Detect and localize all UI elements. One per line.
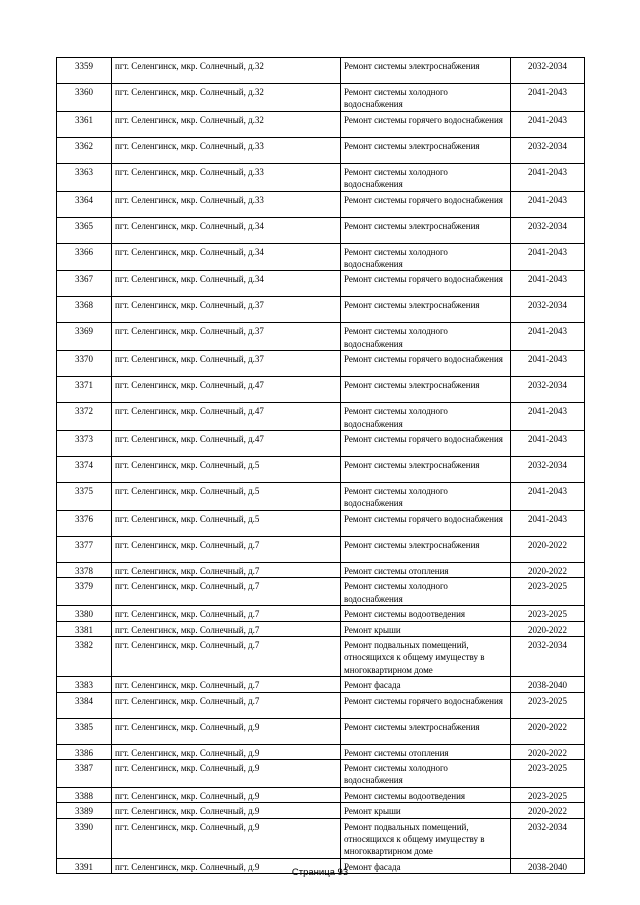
table-row bbox=[57, 787, 585, 802]
address-cell: пгт. Селенгинск, мкр. Солнечный, д.33 bbox=[112, 163, 341, 191]
row-number: 3378 bbox=[57, 562, 112, 577]
row-number: 3386 bbox=[57, 744, 112, 759]
table-row bbox=[57, 297, 585, 323]
address-cell: пгт. Селенгинск, мкр. Солнечный, д.34 bbox=[112, 271, 341, 297]
period-cell: 2023-2025 bbox=[511, 692, 585, 718]
address-cell: пгт. Селенгинск, мкр. Солнечный, д.33 bbox=[112, 137, 341, 163]
table-row bbox=[57, 403, 585, 431]
work-type-cell: Ремонт фасада bbox=[341, 677, 511, 692]
address-cell: пгт. Селенгинск, мкр. Солнечный, д.32 bbox=[112, 58, 341, 84]
address-cell: пгт. Селенгинск, мкр. Солнечный, д.7 bbox=[112, 578, 341, 606]
work-type-cell: Ремонт системы электроснабжения bbox=[341, 297, 511, 323]
table-row bbox=[57, 510, 585, 536]
address-cell: пгт. Селенгинск, мкр. Солнечный, д.32 bbox=[112, 111, 341, 137]
period-cell: 2041-2043 bbox=[511, 191, 585, 217]
work-type-cell: Ремонт системы горячего водоснабжения bbox=[341, 692, 511, 718]
work-type-cell: Ремонт системы электроснабжения bbox=[341, 217, 511, 243]
work-type-cell: Ремонт системы горячего водоснабжения bbox=[341, 111, 511, 137]
address-cell: пгт. Селенгинск, мкр. Солнечный, д.5 bbox=[112, 457, 341, 483]
period-cell: 2041-2043 bbox=[511, 84, 585, 112]
work-type-cell: Ремонт системы электроснабжения bbox=[341, 137, 511, 163]
address-cell: пгт. Селенгинск, мкр. Солнечный, д.34 bbox=[112, 217, 341, 243]
period-cell: 2023-2025 bbox=[511, 787, 585, 802]
period-cell: 2020-2022 bbox=[511, 718, 585, 744]
table-row bbox=[57, 191, 585, 217]
address-cell: пгт. Селенгинск, мкр. Солнечный, д.37 bbox=[112, 351, 341, 377]
table-row bbox=[57, 137, 585, 163]
work-type-cell: Ремонт системы горячего водоснабжения bbox=[341, 271, 511, 297]
period-cell: 2023-2025 bbox=[511, 606, 585, 621]
row-number: 3377 bbox=[57, 536, 112, 562]
work-type-cell: Ремонт системы электроснабжения bbox=[341, 58, 511, 84]
table-row bbox=[57, 536, 585, 562]
row-number: 3389 bbox=[57, 803, 112, 818]
work-type-cell: Ремонт системы холодного водоснабжения bbox=[341, 163, 511, 191]
address-cell: пгт. Селенгинск, мкр. Солнечный, д.47 bbox=[112, 431, 341, 457]
period-cell: 2020-2022 bbox=[511, 744, 585, 759]
period-cell: 2020-2022 bbox=[511, 803, 585, 818]
table-row bbox=[57, 606, 585, 621]
address-cell: пгт. Селенгинск, мкр. Солнечный, д.7 bbox=[112, 677, 341, 692]
table-body bbox=[57, 58, 585, 874]
work-type-cell: Ремонт системы горячего водоснабжения bbox=[341, 191, 511, 217]
work-type-cell: Ремонт системы горячего водоснабжения bbox=[341, 351, 511, 377]
work-type-cell: Ремонт системы водоотведения bbox=[341, 787, 511, 802]
row-number: 3373 bbox=[57, 431, 112, 457]
period-cell: 2032-2034 bbox=[511, 58, 585, 84]
address-cell: пгт. Селенгинск, мкр. Солнечный, д.7 bbox=[112, 621, 341, 636]
work-type-cell: Ремонт системы холодного водоснабжения bbox=[341, 403, 511, 431]
row-number: 3382 bbox=[57, 636, 112, 676]
table-row bbox=[57, 217, 585, 243]
row-number: 3369 bbox=[57, 323, 112, 351]
table-row bbox=[57, 636, 585, 676]
work-type-cell: Ремонт системы электроснабжения bbox=[341, 457, 511, 483]
work-type-cell: Ремонт подвальных помещений, относящихся к общему имуществу в многоквартирном доме bbox=[341, 818, 511, 858]
period-cell: 2041-2043 bbox=[511, 351, 585, 377]
address-cell: пгт. Селенгинск, мкр. Солнечный, д.47 bbox=[112, 377, 341, 403]
work-type-cell: Ремонт системы горячего водоснабжения bbox=[341, 510, 511, 536]
table-row bbox=[57, 818, 585, 858]
table-row bbox=[57, 483, 585, 511]
row-number: 3380 bbox=[57, 606, 112, 621]
row-number: 3361 bbox=[57, 111, 112, 137]
table-row bbox=[57, 271, 585, 297]
period-cell: 2032-2034 bbox=[511, 457, 585, 483]
row-number: 3364 bbox=[57, 191, 112, 217]
table-row bbox=[57, 111, 585, 137]
period-cell: 2020-2022 bbox=[511, 621, 585, 636]
work-type-cell: Ремонт системы холодного водоснабжения bbox=[341, 323, 511, 351]
row-number: 3374 bbox=[57, 457, 112, 483]
row-number: 3376 bbox=[57, 510, 112, 536]
row-number: 3370 bbox=[57, 351, 112, 377]
address-cell: пгт. Селенгинск, мкр. Солнечный, д.37 bbox=[112, 297, 341, 323]
row-number: 3363 bbox=[57, 163, 112, 191]
row-number: 3371 bbox=[57, 377, 112, 403]
address-cell: пгт. Селенгинск, мкр. Солнечный, д.9 bbox=[112, 858, 341, 873]
address-cell: пгт. Селенгинск, мкр. Солнечный, д.33 bbox=[112, 191, 341, 217]
work-type-cell: Ремонт системы холодного водоснабжения bbox=[341, 483, 511, 511]
address-cell: пгт. Селенгинск, мкр. Солнечный, д.9 bbox=[112, 759, 341, 787]
work-type-cell: Ремонт фасада bbox=[341, 858, 511, 873]
work-type-cell: Ремонт системы электроснабжения bbox=[341, 718, 511, 744]
work-type-cell: Ремонт системы холодного водоснабжения bbox=[341, 578, 511, 606]
period-cell: 2032-2034 bbox=[511, 636, 585, 676]
period-cell: 2038-2040 bbox=[511, 677, 585, 692]
address-cell: пгт. Селенгинск, мкр. Солнечный, д.7 bbox=[112, 692, 341, 718]
address-cell: пгт. Селенгинск, мкр. Солнечный, д.37 bbox=[112, 323, 341, 351]
table-row bbox=[57, 377, 585, 403]
table-row bbox=[57, 351, 585, 377]
address-cell: пгт. Селенгинск, мкр. Солнечный, д.7 bbox=[112, 606, 341, 621]
address-cell: пгт. Селенгинск, мкр. Солнечный, д.5 bbox=[112, 510, 341, 536]
address-cell: пгт. Селенгинск, мкр. Солнечный, д.47 bbox=[112, 403, 341, 431]
table-row bbox=[57, 677, 585, 692]
period-cell: 2041-2043 bbox=[511, 111, 585, 137]
address-cell: пгт. Селенгинск, мкр. Солнечный, д.7 bbox=[112, 562, 341, 577]
period-cell: 2020-2022 bbox=[511, 562, 585, 577]
row-number: 3375 bbox=[57, 483, 112, 511]
row-number: 3362 bbox=[57, 137, 112, 163]
address-cell: пгт. Селенгинск, мкр. Солнечный, д.32 bbox=[112, 84, 341, 112]
period-cell: 2041-2043 bbox=[511, 483, 585, 511]
period-cell: 2041-2043 bbox=[511, 243, 585, 271]
period-cell: 2032-2034 bbox=[511, 377, 585, 403]
period-cell: 2041-2043 bbox=[511, 431, 585, 457]
work-type-cell: Ремонт крыши bbox=[341, 621, 511, 636]
row-number: 3365 bbox=[57, 217, 112, 243]
row-number: 3390 bbox=[57, 818, 112, 858]
table-row bbox=[57, 457, 585, 483]
address-cell: пгт. Селенгинск, мкр. Солнечный, д.34 bbox=[112, 243, 341, 271]
address-cell: пгт. Селенгинск, мкр. Солнечный, д.9 bbox=[112, 787, 341, 802]
row-number: 3385 bbox=[57, 718, 112, 744]
row-number: 3384 bbox=[57, 692, 112, 718]
table-row bbox=[57, 431, 585, 457]
work-type-cell: Ремонт системы холодного водоснабжения bbox=[341, 759, 511, 787]
row-number: 3388 bbox=[57, 787, 112, 802]
period-cell: 2023-2025 bbox=[511, 578, 585, 606]
address-cell: пгт. Селенгинск, мкр. Солнечный, д.9 bbox=[112, 718, 341, 744]
row-number: 3383 bbox=[57, 677, 112, 692]
period-cell: 2038-2040 bbox=[511, 858, 585, 873]
work-type-cell: Ремонт системы водоотведения bbox=[341, 606, 511, 621]
work-type-cell: Ремонт системы электроснабжения bbox=[341, 377, 511, 403]
work-type-cell: Ремонт системы холодного водоснабжения bbox=[341, 84, 511, 112]
table-row bbox=[57, 692, 585, 718]
table-row bbox=[57, 718, 585, 744]
address-cell: пгт. Селенгинск, мкр. Солнечный, д.7 bbox=[112, 536, 341, 562]
table-row bbox=[57, 803, 585, 818]
period-cell: 2041-2043 bbox=[511, 163, 585, 191]
work-type-cell: Ремонт системы горячего водоснабжения bbox=[341, 431, 511, 457]
table-row bbox=[57, 744, 585, 759]
address-cell: пгт. Селенгинск, мкр. Солнечный, д.5 bbox=[112, 483, 341, 511]
repair-schedule-table bbox=[56, 57, 585, 874]
work-type-cell: Ремонт подвальных помещений, относящихся к общему имуществу в многоквартирном доме bbox=[341, 636, 511, 676]
row-number: 3379 bbox=[57, 578, 112, 606]
period-cell: 2032-2034 bbox=[511, 137, 585, 163]
period-cell: 2023-2025 bbox=[511, 759, 585, 787]
period-cell: 2041-2043 bbox=[511, 510, 585, 536]
row-number: 3372 bbox=[57, 403, 112, 431]
row-number: 3367 bbox=[57, 271, 112, 297]
page-number: Страница 93 bbox=[291, 867, 349, 878]
table-row bbox=[57, 84, 585, 112]
work-type-cell: Ремонт системы отопления bbox=[341, 562, 511, 577]
row-number: 3366 bbox=[57, 243, 112, 271]
row-number: 3387 bbox=[57, 759, 112, 787]
table-row bbox=[57, 578, 585, 606]
row-number: 3360 bbox=[57, 84, 112, 112]
table-row bbox=[57, 323, 585, 351]
row-number: 3391 bbox=[57, 858, 112, 873]
table-row bbox=[57, 562, 585, 577]
address-cell: пгт. Селенгинск, мкр. Солнечный, д.9 bbox=[112, 803, 341, 818]
work-type-cell: Ремонт системы холодного водоснабжения bbox=[341, 243, 511, 271]
address-cell: пгт. Селенгинск, мкр. Солнечный, д.9 bbox=[112, 818, 341, 858]
table-row bbox=[57, 163, 585, 191]
row-number: 3359 bbox=[57, 58, 112, 84]
period-cell: 2041-2043 bbox=[511, 403, 585, 431]
address-cell: пгт. Селенгинск, мкр. Солнечный, д.7 bbox=[112, 636, 341, 676]
table-row bbox=[57, 621, 585, 636]
period-cell: 2032-2034 bbox=[511, 818, 585, 858]
table-row bbox=[57, 58, 585, 84]
period-cell: 2032-2034 bbox=[511, 297, 585, 323]
table-row bbox=[57, 243, 585, 271]
period-cell: 2020-2022 bbox=[511, 536, 585, 562]
work-type-cell: Ремонт системы электроснабжения bbox=[341, 536, 511, 562]
table-row bbox=[57, 759, 585, 787]
work-type-cell: Ремонт системы отопления bbox=[341, 744, 511, 759]
address-cell: пгт. Селенгинск, мкр. Солнечный, д.9 bbox=[112, 744, 341, 759]
period-cell: 2032-2034 bbox=[511, 217, 585, 243]
period-cell: 2041-2043 bbox=[511, 323, 585, 351]
work-type-cell: Ремонт крыши bbox=[341, 803, 511, 818]
period-cell: 2041-2043 bbox=[511, 271, 585, 297]
row-number: 3368 bbox=[57, 297, 112, 323]
row-number: 3381 bbox=[57, 621, 112, 636]
